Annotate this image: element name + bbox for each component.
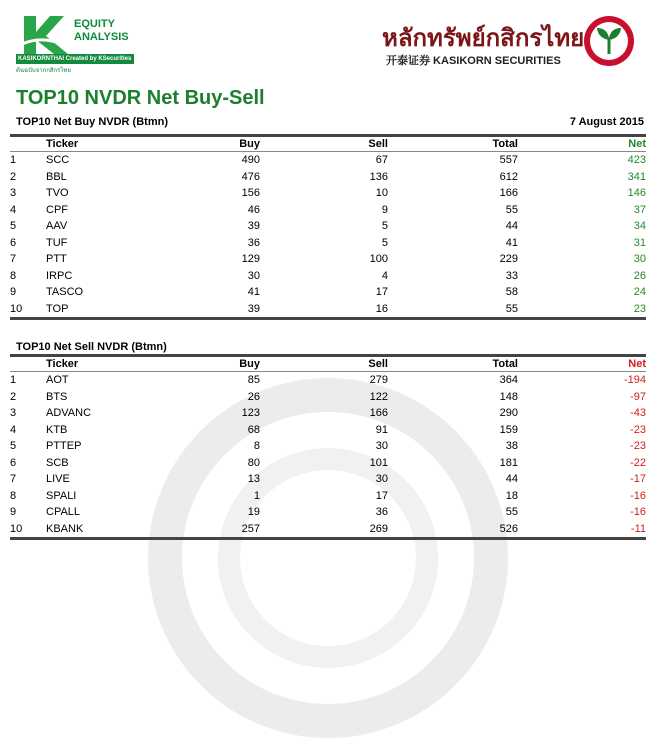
total-cell: 41 — [505, 236, 518, 249]
sell-cell: 269 — [369, 522, 388, 535]
total-cell: 18 — [505, 489, 518, 502]
brand-subtext: ต้นฉบับจากกสิกรไทย — [16, 68, 71, 74]
total-cell: 44 — [505, 473, 518, 486]
buy-cell: 46 — [247, 203, 260, 216]
table-row — [10, 471, 646, 488]
total-cell: 55 — [505, 506, 518, 519]
buy-cell: 8 — [253, 440, 260, 453]
net-cell: 423 — [627, 154, 646, 167]
ticker-cell: AOT — [46, 374, 69, 387]
rank-cell: 2 — [10, 390, 17, 403]
sell-cell: 279 — [369, 374, 388, 387]
table-row — [10, 389, 646, 406]
brand-line-1: EQUITY — [74, 18, 115, 30]
rank-cell: 3 — [10, 187, 17, 200]
table-row — [10, 202, 646, 219]
buy-cell: 68 — [247, 423, 260, 436]
table-row — [10, 422, 646, 439]
net-buy-table — [10, 134, 646, 320]
buy-cell: 13 — [247, 473, 260, 486]
net-cell: 146 — [627, 187, 646, 200]
total-cell: 229 — [499, 253, 518, 266]
total-cell: 55 — [505, 203, 518, 216]
sell-cell: 101 — [369, 456, 388, 469]
total-header: Total — [492, 358, 518, 370]
sell-cell: 136 — [369, 170, 388, 183]
buy-cell: 156 — [241, 187, 260, 200]
table-row — [10, 504, 646, 521]
buy-cell: 41 — [247, 286, 260, 299]
total-cell: 166 — [499, 187, 518, 200]
k-logo-icon — [18, 14, 72, 56]
table-header-row — [10, 136, 646, 152]
net-cell: -23 — [630, 423, 646, 436]
net-cell: -43 — [630, 407, 646, 420]
page-title: TOP10 NVDR Net Buy-Sell — [16, 87, 265, 109]
sell-cell: 17 — [375, 489, 388, 502]
buy-cell: 36 — [247, 236, 260, 249]
rank-cell: 5 — [10, 440, 17, 453]
ticker-cell: SPALI — [46, 489, 77, 502]
rank-cell: 8 — [10, 489, 17, 502]
net-cell: 23 — [633, 302, 646, 315]
net-cell: 34 — [633, 220, 646, 233]
buy-cell: 490 — [241, 154, 260, 167]
sell-cell: 30 — [375, 473, 388, 486]
ticker-cell: AAV — [46, 220, 68, 233]
rank-cell: 4 — [10, 423, 17, 436]
net-header: Net — [628, 138, 646, 150]
net-cell: -97 — [630, 390, 646, 403]
net-cell: -23 — [630, 440, 646, 453]
net-cell: 30 — [633, 253, 646, 266]
rank-header — [10, 356, 46, 372]
sell-cell: 91 — [375, 423, 388, 436]
total-header: Total — [492, 138, 518, 150]
ticker-cell: PTT — [46, 253, 67, 266]
rank-cell: 9 — [10, 286, 17, 299]
table-row — [10, 235, 646, 252]
ticker-cell: SCB — [46, 456, 69, 469]
sell-header: Sell — [368, 358, 388, 370]
total-cell: 58 — [505, 286, 518, 299]
ticker-cell: IRPC — [46, 269, 73, 282]
rank-header — [10, 136, 46, 152]
buy-cell: 257 — [241, 522, 260, 535]
rank-cell: 6 — [10, 456, 17, 469]
ticker-cell: CPALL — [46, 506, 81, 519]
ticker-cell: CPF — [46, 203, 68, 216]
rank-cell: 2 — [10, 170, 17, 183]
sell-cell: 4 — [381, 269, 388, 282]
buy-header: Buy — [239, 358, 260, 370]
sell-cell: 9 — [381, 203, 388, 216]
net-cell: -16 — [630, 489, 646, 502]
kasikorn-securities-logo — [382, 14, 644, 70]
net-cell: 26 — [633, 269, 646, 282]
sell-cell: 122 — [369, 390, 388, 403]
kasikorn-seal-icon — [582, 14, 636, 68]
brand-text — [74, 18, 129, 44]
buy-cell: 476 — [241, 170, 260, 183]
net-cell: -194 — [623, 374, 646, 387]
table-row — [10, 405, 646, 422]
total-cell: 159 — [499, 423, 518, 436]
rank-cell: 10 — [10, 522, 23, 535]
buy-cell: 85 — [247, 374, 260, 387]
table-row — [10, 251, 646, 268]
table-row — [10, 169, 646, 186]
total-cell: 148 — [499, 390, 518, 403]
total-cell: 290 — [499, 407, 518, 420]
total-cell: 526 — [499, 522, 518, 535]
buy-cell: 129 — [241, 253, 260, 266]
report-date: 7 August 2015 — [569, 116, 644, 128]
ticker-cell: SCC — [46, 154, 70, 167]
total-cell: 364 — [499, 374, 518, 387]
ticker-cell: KBANK — [46, 522, 84, 535]
buy-cell: 1 — [253, 489, 260, 502]
sell-cell: 17 — [375, 286, 388, 299]
net-cell: -17 — [630, 473, 646, 486]
table-row — [10, 218, 646, 235]
rank-cell: 8 — [10, 269, 17, 282]
buy-cell: 30 — [247, 269, 260, 282]
total-cell: 38 — [505, 440, 518, 453]
rank-cell: 7 — [10, 253, 17, 266]
sell-header: Sell — [368, 138, 388, 150]
rank-cell: 1 — [10, 154, 17, 167]
ticker-cell: TASCO — [46, 286, 84, 299]
table-row — [10, 488, 646, 505]
rank-cell: 9 — [10, 506, 17, 519]
net-cell: -16 — [630, 506, 646, 519]
net-cell: 37 — [633, 203, 646, 216]
company-name-en: 开泰证券 KASIKORN SECURITIES — [386, 55, 561, 67]
brand-line-2: ANALYSIS — [74, 31, 129, 43]
buy-cell: 19 — [247, 506, 260, 519]
buy-cell: 39 — [247, 220, 260, 233]
total-cell: 181 — [499, 456, 518, 469]
rank-cell: 3 — [10, 407, 17, 420]
table-row — [10, 152, 646, 169]
sell-cell: 16 — [375, 302, 388, 315]
ticker-cell: PTTEP — [46, 440, 82, 453]
brand-strip: KASIKORNTHAI Created by KSecurities — [16, 54, 134, 64]
buy-cell: 39 — [247, 302, 260, 315]
table-header-row — [10, 356, 646, 372]
buy-cell: 80 — [247, 456, 260, 469]
net-header: Net — [628, 358, 646, 370]
ticker-cell: KTB — [46, 423, 68, 436]
rank-cell: 4 — [10, 203, 17, 216]
table-row — [10, 521, 646, 539]
total-cell: 55 — [505, 302, 518, 315]
ticker-cell: ADVANC — [46, 407, 92, 420]
ticker-cell: TUF — [46, 236, 68, 249]
rank-cell: 7 — [10, 473, 17, 486]
table-row — [10, 185, 646, 202]
ticker-cell: BBL — [46, 170, 67, 183]
sell-cell: 100 — [369, 253, 388, 266]
rank-cell: 6 — [10, 236, 17, 249]
net-cell: -22 — [630, 456, 646, 469]
ticker-cell: TOP — [46, 302, 69, 315]
net-cell: 24 — [633, 286, 646, 299]
sell-cell: 36 — [375, 506, 388, 519]
buy-cell: 123 — [241, 407, 260, 420]
total-cell: 33 — [505, 269, 518, 282]
sell-cell: 5 — [381, 236, 388, 249]
rank-cell: 5 — [10, 220, 17, 233]
table-row — [10, 438, 646, 455]
ticker-header: Ticker — [46, 358, 79, 370]
total-cell: 557 — [499, 154, 518, 167]
net-buy-section-title: TOP10 Net Buy NVDR (Btmn) — [16, 116, 168, 128]
total-cell: 612 — [499, 170, 518, 183]
net-sell-table — [10, 354, 646, 540]
sell-cell: 166 — [369, 407, 388, 420]
sell-cell: 10 — [375, 187, 388, 200]
ticker-cell: LIVE — [46, 473, 70, 486]
rank-cell: 10 — [10, 302, 23, 315]
rank-cell: 1 — [10, 374, 17, 387]
net-sell-section-title: TOP10 Net Sell NVDR (Btmn) — [16, 341, 167, 353]
table-row — [10, 372, 646, 389]
table-row — [10, 268, 646, 285]
table-row — [10, 455, 646, 472]
buy-cell: 26 — [247, 390, 260, 403]
thai-company-name: หลักทรัพย์กสิกรไทย — [382, 24, 585, 52]
ticker-cell: TVO — [46, 187, 69, 200]
buy-header: Buy — [239, 138, 260, 150]
net-cell: 341 — [627, 170, 646, 183]
ticker-header: Ticker — [46, 138, 79, 150]
table-row — [10, 301, 646, 319]
total-cell: 44 — [505, 220, 518, 233]
sell-cell: 30 — [375, 440, 388, 453]
sell-cell: 5 — [381, 220, 388, 233]
sell-cell: 67 — [375, 154, 388, 167]
net-cell: -11 — [630, 522, 646, 535]
table-row — [10, 284, 646, 301]
equity-analysis-logo — [16, 14, 134, 74]
ticker-cell: BTS — [46, 390, 68, 403]
net-cell: 31 — [633, 236, 646, 249]
